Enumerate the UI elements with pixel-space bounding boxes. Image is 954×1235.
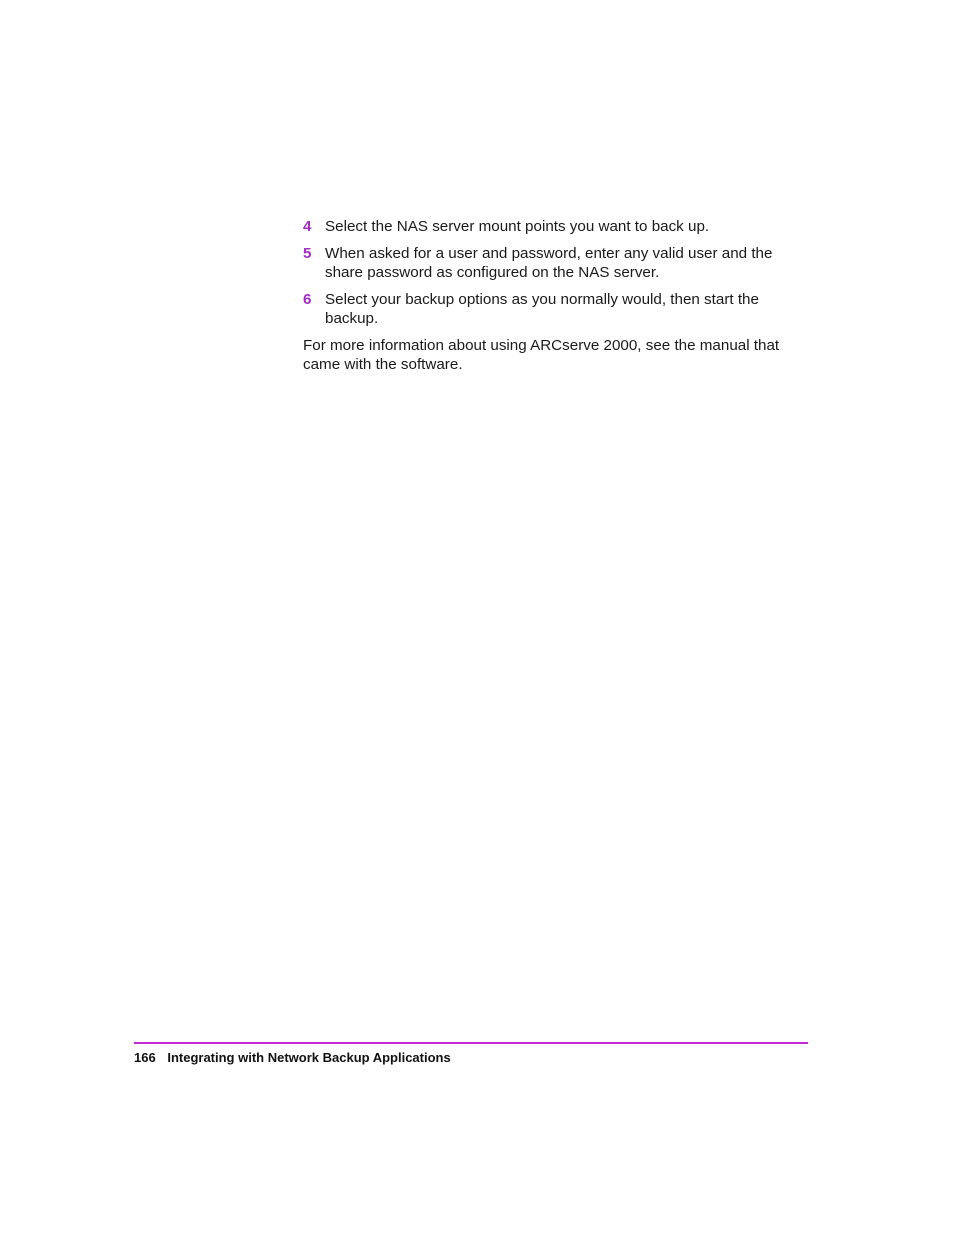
step-item bbox=[303, 290, 808, 328]
step-item bbox=[303, 244, 808, 282]
footer-divider bbox=[134, 1042, 808, 1044]
step-text: Select your backup options as you normally would, then start the backup. bbox=[325, 291, 759, 327]
step-number: 4 bbox=[303, 218, 312, 235]
main-content bbox=[303, 217, 808, 374]
info-paragraph: For more information about using ARCserve 2000, see the manual that came with the software. bbox=[303, 337, 780, 373]
chapter-title: Integrating with Network Backup Applications bbox=[167, 1050, 451, 1065]
step-number: 6 bbox=[303, 291, 312, 308]
step-text: When asked for a user and password, enter any valid user and the share password as configured on the NAS server. bbox=[325, 245, 773, 281]
step-text: Select the NAS server mount points you want to back up. bbox=[325, 218, 710, 235]
step-item bbox=[303, 217, 808, 236]
page-number: 166 bbox=[134, 1050, 156, 1065]
page-footer bbox=[134, 1049, 451, 1066]
step-number: 5 bbox=[303, 245, 312, 262]
